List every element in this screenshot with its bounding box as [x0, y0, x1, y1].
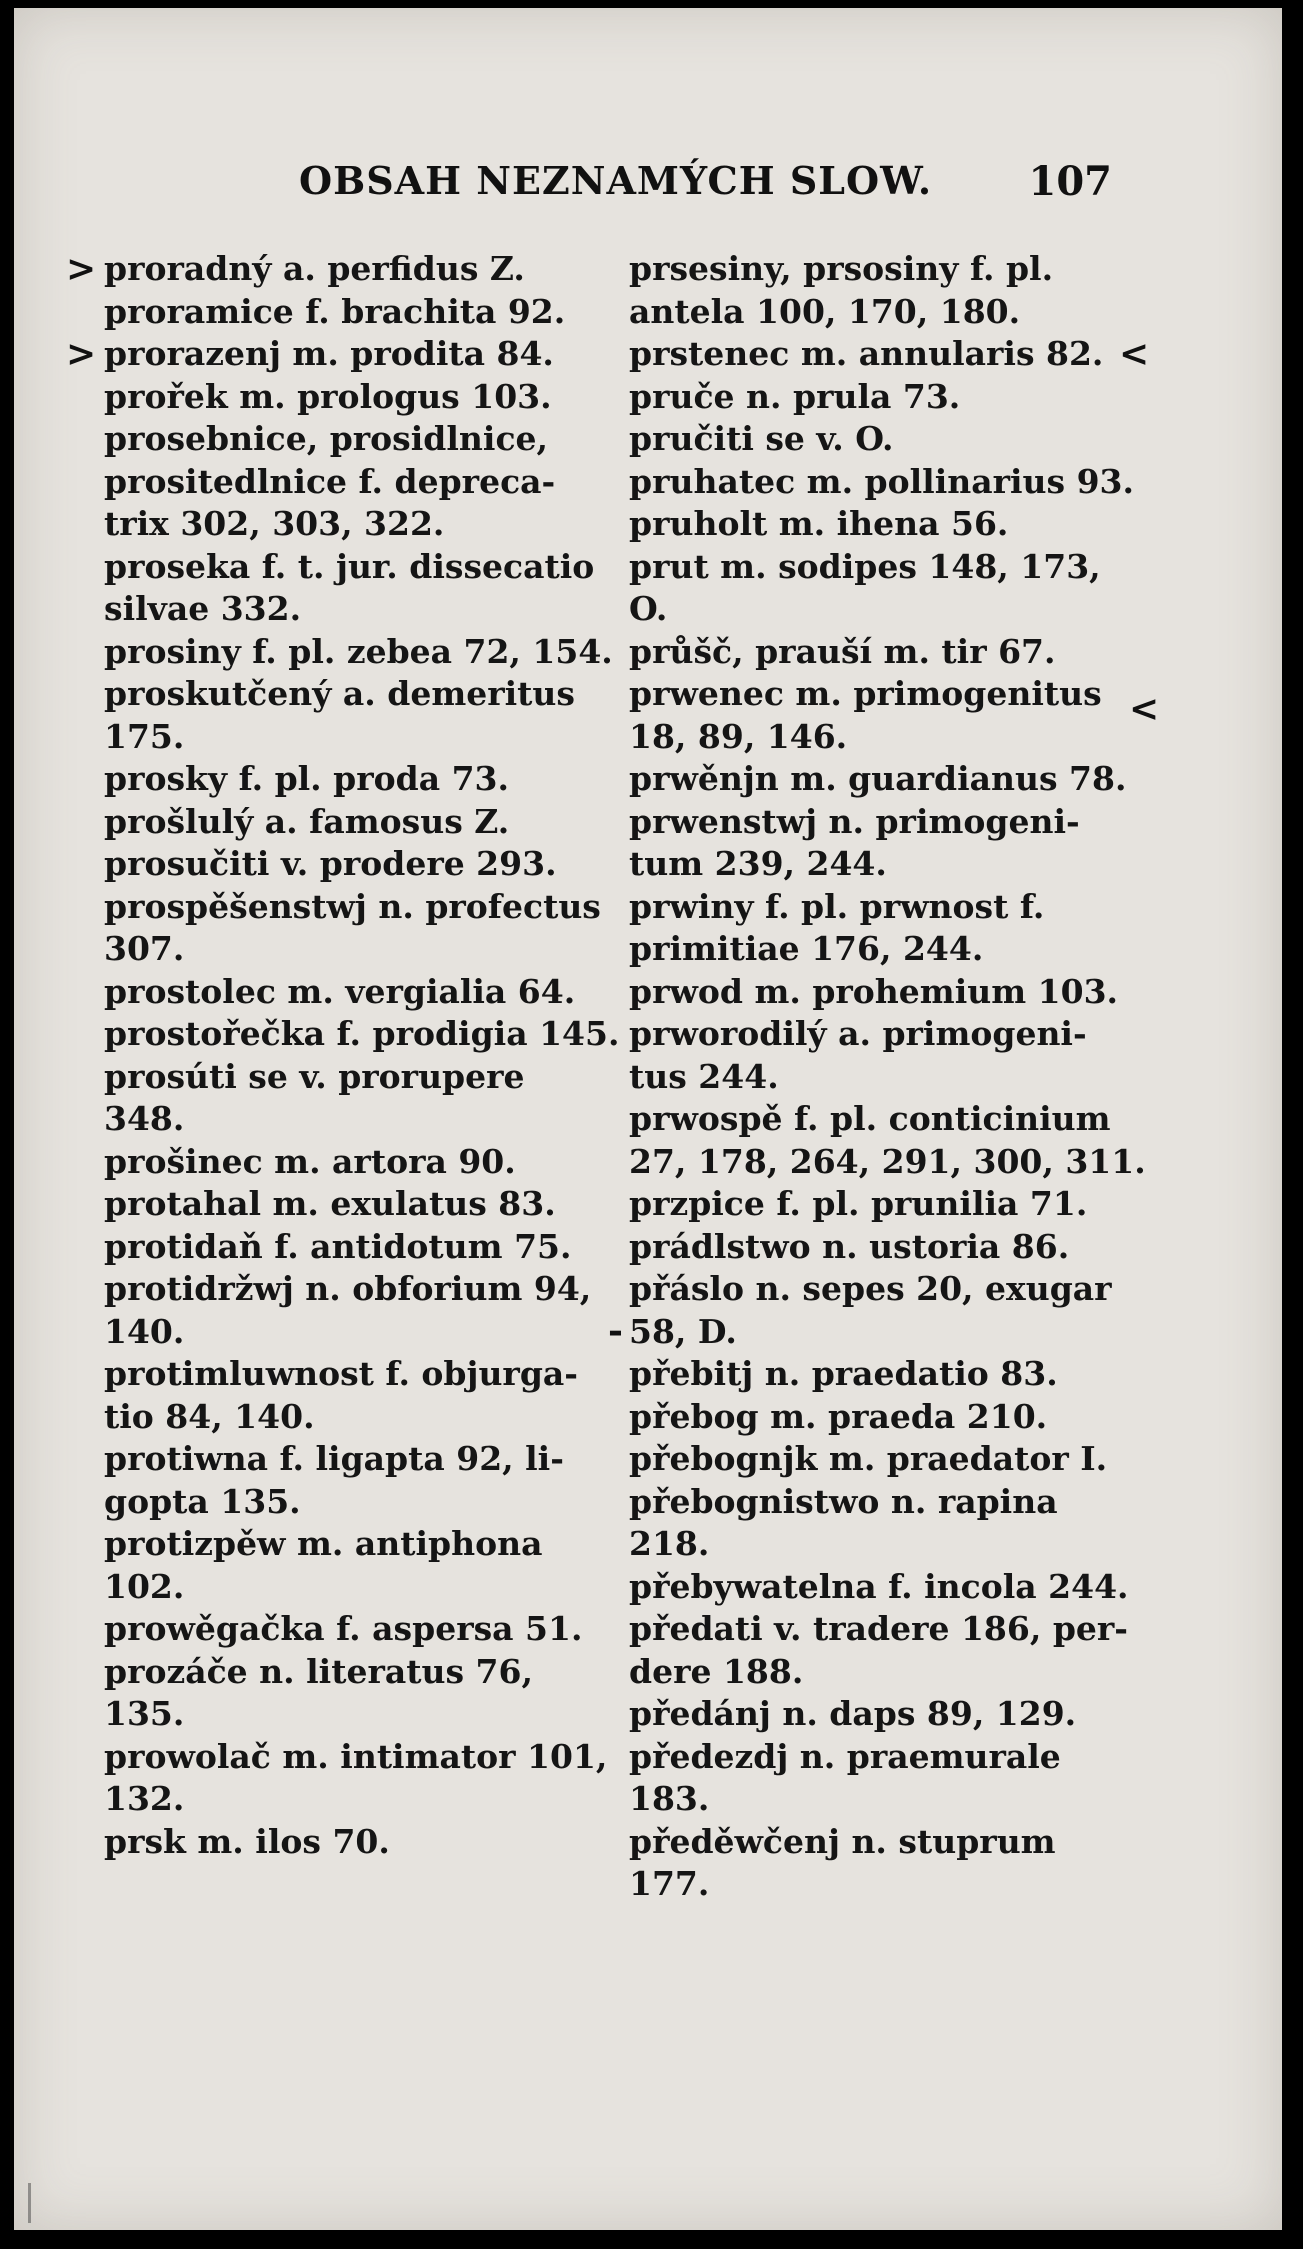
glossary-entry: prut m. sodipes 148, 173, O. — [629, 546, 1101, 628]
glossary-entry: prosebnice, prosidlnice, prositedlnice f. depreca- trix 302, 303, 322. — [104, 419, 556, 543]
glossary-entry: pručiti se v. O. — [629, 419, 894, 458]
glossary-entry: prsesiny, prsosiny f. pl. antela 100, 170, 180. — [629, 249, 1054, 331]
glossary-entry: prwenec m. primogenitus 18, 89, 146. — [629, 674, 1102, 756]
glossary-entry: prstenec m. annularis 82. — [629, 334, 1104, 373]
glossary-entry: prwěnjn m. guardianus 78. — [629, 759, 1127, 798]
glossary-entry: proradný a. perfidus Z. — [104, 249, 525, 288]
page-title: OBSAH NEZNAMÝCH SLOW. — [299, 158, 933, 203]
glossary-entry: prworodilý a. primogeni- tus 244. — [629, 1014, 1087, 1096]
margin-arrow-mark: > — [66, 248, 97, 290]
glossary-entry: prozáče n. literatus 76, 135. — [104, 1651, 533, 1733]
glossary-entry: prowěgačka f. aspersa 51. — [104, 1609, 583, 1648]
glossary-entry: proramice f. brachita 92. — [104, 291, 566, 331]
glossary-entry: prorazenj m. prodita 84. — [104, 334, 554, 373]
glossary-entry: prádlstwo n. ustoria 86. — [629, 1226, 1070, 1266]
glossary-entry: přebitj n. praedatio 83. — [629, 1354, 1058, 1393]
glossary-entry: prošlulý a. famosus Z. — [104, 801, 510, 841]
glossary-entry: prosúti se v. prorupere 348. — [104, 1056, 525, 1138]
glossary-entry: přebognjk m. praedator I. — [629, 1439, 1108, 1478]
glossary-entry: přebog m. praeda 210. — [629, 1396, 1048, 1436]
glossary-entry: prosiny f. pl. zebea 72, 154. — [104, 631, 613, 671]
margin-dash-mark: - — [608, 1310, 623, 1352]
glossary-entry: předezdj n. praemurale 183. — [629, 1736, 1061, 1818]
page-number: 107 — [1028, 158, 1112, 205]
glossary-entry: prostořečka f. prodigia 145. — [104, 1014, 620, 1053]
book-page — [14, 8, 1282, 2230]
glossary-entry: protiwna f. ligapta 92, li- gopta 135. — [104, 1439, 564, 1521]
glossary-entry: prospěšenstwj n. profectus 307. — [104, 886, 601, 968]
glossary-entry: protidaň f. antidotum 75. — [104, 1226, 572, 1266]
glossary-entry: přebywatelna f. incola 244. — [629, 1566, 1129, 1606]
left-column — [104, 248, 624, 1863]
glossary-entry: prwenstwj n. primogeni- tum 239, 244. — [629, 801, 1080, 883]
scan-artifact — [28, 2183, 31, 2223]
glossary-entry: prsk m. ilos 70. — [104, 1821, 390, 1861]
glossary-entry: předati v. tradere 186, per- dere 188. — [629, 1609, 1128, 1691]
glossary-entry: protidržwj n. obforium 94, 140. — [104, 1269, 592, 1351]
glossary-entry: protimluwnost f. objurga- tio 84, 140. — [104, 1354, 578, 1436]
glossary-entry: prošinec m. artora 90. — [104, 1141, 516, 1181]
page-header — [14, 158, 1282, 218]
glossary-entry: pruhatec m. pollinarius 93. — [629, 461, 1135, 501]
glossary-entry: przpice f. pl. prunilia 71. — [629, 1184, 1088, 1223]
glossary-entry: průšč, prauší m. tir 67. — [629, 631, 1056, 671]
glossary-entry: prwod m. prohemium 103. — [629, 971, 1119, 1011]
glossary-entry: prowolač m. intimator 101, 132. — [104, 1736, 608, 1818]
glossary-entry: předánj n. daps 89, 129. — [629, 1694, 1077, 1733]
margin-arrow-mark: > — [66, 333, 97, 375]
glossary-entry: prosučiti v. prodere 293. — [104, 844, 557, 883]
margin-arrow-mark: < — [1119, 333, 1150, 375]
glossary-entry: pruholt m. ihena 56. — [629, 504, 1009, 543]
glossary-entry: přebognistwo n. rapina 218. — [629, 1481, 1058, 1563]
glossary-entry: prwiny f. pl. prwnost f. primitiae 176, 244. — [629, 886, 1045, 968]
glossary-entry: proseka f. t. jur. dissecatio silvae 332. — [104, 546, 595, 628]
glossary-entry: protahal m. exulatus 83. — [104, 1184, 556, 1223]
glossary-entry: prwospě f. pl. conticinium 27, 178, 264, 291, 300, 311. — [629, 1099, 1146, 1181]
glossary-entry: přáslo n. sepes 20, exugar 58, D. — [629, 1269, 1112, 1351]
glossary-entry: prostolec m. vergialia 64. — [104, 971, 576, 1011]
glossary-entry: pruče n. prula 73. — [629, 376, 961, 416]
margin-arrow-mark: < — [1129, 688, 1160, 730]
glossary-entry: prosky f. pl. proda 73. — [104, 759, 509, 798]
glossary-entry: proskutčený a. demeritus 175. — [104, 674, 575, 756]
glossary-entry: protizpěw m. antiphona 102. — [104, 1524, 543, 1606]
glossary-entry: prořek m. prologus 103. — [104, 376, 552, 416]
right-column — [629, 248, 1149, 1906]
glossary-entry: předěwčenj n. stuprum 177. — [629, 1821, 1056, 1903]
